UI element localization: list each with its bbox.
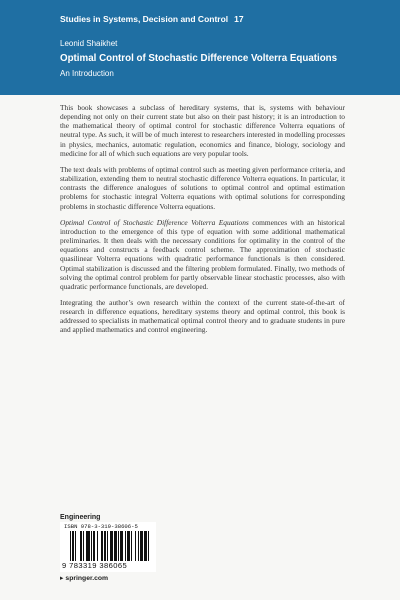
blurb-paragraph-3 [60, 218, 345, 291]
blurb [60, 103, 345, 342]
isbn-number: ISBN 978-3-319-38606-5 [64, 523, 138, 530]
author-name: Leonid Shaikhet [60, 39, 118, 48]
barcode-stripe [149, 531, 151, 561]
blurb-paragraph-3-text: commences with an historical introduction to the emergence of this type of equation with some additional mathematical preliminaries. It then deals with the necessary conditions for optimality in the control of the equations and constructs a feedback control scheme. The approximation of stochastic quasilinear Volterra equations with quadratic performance functionals is then considered. Optimal stabilization is discussed and the filtering problem formulated. Finally, two methods of solving the optimal control problem for partly observable linear stochastic processes, also with quadratic performance functionals, are developed. [60, 217, 345, 291]
book-title: Optimal Control of Stochastic Difference Volterra Equations [60, 52, 338, 64]
barcode-digits: 9 783319 386065 [62, 561, 128, 570]
barcode [60, 522, 156, 572]
barcode-bars [70, 531, 152, 561]
blurb-paragraph-2: The text deals with problems of optimal control such as meeting given performance criteria, and stabilization, extending them to neutral stochastic difference Volterra equations. In particular, it contrasts the difference analogues of solutions to optimal control and optimal estimation problems for stochastic integral Volterra equations with optimal solutions for corresponding problems in stochastic difference Volterra equations. [60, 164, 345, 211]
arrow-icon: ▸ [60, 575, 64, 582]
blurb-paragraph-1: This book showcases a subclass of hereditary systems, that is, systems with behaviour depending not only on their current state but also on their past history; it is an introduction to the mathematical theory of optimal control for stochastic difference Volterra equations of neutral type. As such, it will be of much interest to researchers interested in modelling processes in physics, mechanics, automatic regulation, economics and finance, biology, sociology and medicine for all of which such equations are very popular tools. [60, 103, 345, 158]
book-title-italic: Optimal Control of Stochastic Difference Volterra Equations [60, 217, 249, 227]
publisher-url: springer.com [65, 575, 109, 582]
header-band [0, 0, 400, 95]
series-line [60, 14, 244, 24]
publisher-link[interactable] [60, 574, 108, 582]
blurb-paragraph-4: Integrating the author’s own research within the context of the current state-of-the-art of research in difference equations, hereditary systems theory and optimal control, this book is addressed to specialists in mathematical optimal control theory and to graduate students in pure and applied mathematics and control engineering. [60, 297, 345, 335]
series-label: Studies in Systems, Decision and Control [60, 14, 229, 24]
series-number: 17 [234, 14, 244, 24]
category-label: Engineering [60, 514, 101, 521]
book-subtitle: An Introduction [60, 69, 114, 78]
